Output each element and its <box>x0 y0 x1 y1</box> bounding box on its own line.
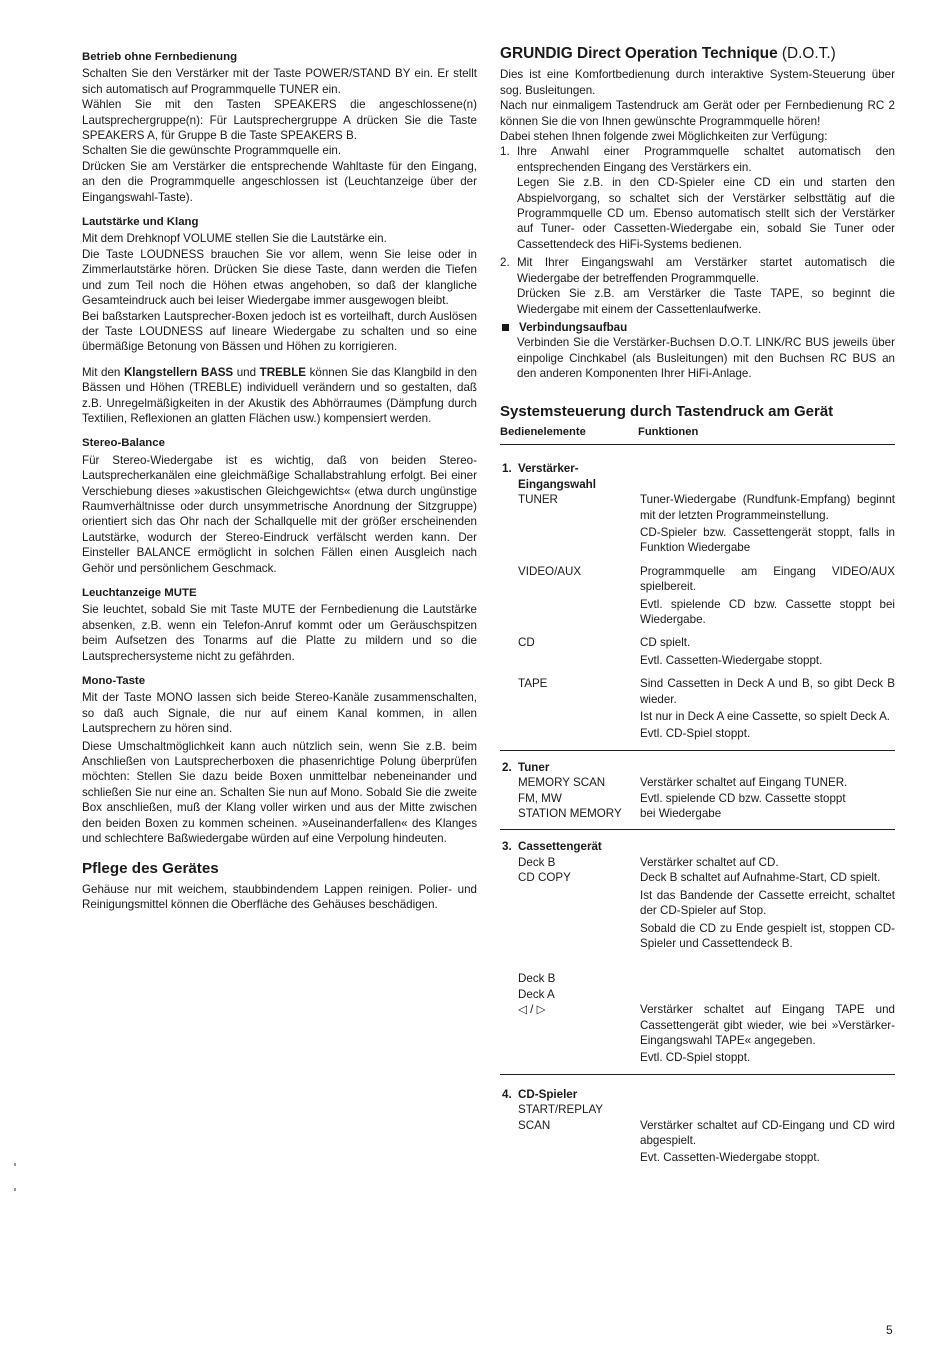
list-item-number: 1. <box>500 145 510 159</box>
function-line: Tuner-Wiedergabe (Rundfunk-Empfang) beginnt mit der letzten Programmeinstellung. <box>640 493 895 522</box>
function-line: Evt. Cassetten-Wiedergabe stoppt. <box>640 1151 820 1165</box>
section-betrieb <box>82 50 477 205</box>
betrieb-paragraph-2: Wählen Sie mit den Tasten SPEAKERS die angeschlossene(n) Lautsprechergruppe(n): Für Lautsprechergruppe A drücken Sie die Taste SPEAKERS A, für Gruppe B die Taste SPEAKERS B. <box>82 98 477 143</box>
group-number: 1. <box>502 462 512 476</box>
mute-paragraph: Sie leuchtet, sobald Sie mit Taste MUTE der Fernbedienung die Lautstärke absenken, z.B. wenn ein Telefon-Anruf kommt oder um Geräuschspitzen beim Aufsetzen des Tonarms auf die Platte zu mildern und so die Lautsprechersysteme nicht zu gefährden. <box>82 603 477 663</box>
heading-betrieb: Betrieb ohne Fernbedienung <box>82 51 238 63</box>
list-item <box>500 255 895 317</box>
function-text <box>640 492 895 556</box>
function-line: Evtl. spielende CD bzw. Cassette stoppt bei Wiedergabe. <box>640 597 895 626</box>
table-row <box>500 791 895 806</box>
heading-pflege: Pflege des Gerätes <box>82 859 219 877</box>
group-title <box>500 461 895 476</box>
function-line: Evtl. CD-Spiel stoppt. <box>640 727 751 741</box>
control-label: MEMORY SCAN <box>518 776 606 790</box>
group-title-text: CD-Spieler <box>518 1087 578 1101</box>
section-klangsteller <box>82 365 477 427</box>
function-line: Deck B schaltet auf Aufnahme-Start, CD spielt. <box>640 871 881 885</box>
list-item-number: 2. <box>500 256 510 270</box>
table-group-cd <box>500 1075 895 1174</box>
control-label: CD <box>518 636 535 650</box>
function-text <box>640 1002 895 1066</box>
function-text <box>640 635 895 668</box>
list-item-text: Drücken Sie z.B. am Verstärker die Taste TAPE, so beginnt die Wiedergabe mit einem der Cassettenlaufwerke. <box>517 287 895 316</box>
control-label: VIDEO/AUX <box>518 564 582 578</box>
function-line: Ist das Bandende der Cassette erreicht, schaltet der CD-Spieler auf Stop. <box>640 888 895 918</box>
betrieb-paragraph-4: Drücken Sie am Verstärker die entsprechende Wahltaste für den Eingang, an den die Programmquelle angeschlossen ist (Leuchtanzeige über der Eingangswahl-Taste). <box>82 159 477 204</box>
function-text <box>640 676 895 742</box>
table-row <box>500 870 895 951</box>
function-text <box>640 564 895 628</box>
margin-mark <box>14 1163 16 1166</box>
list-item-text: Mit Ihrer Eingangswahl am Verstärker startet automatisch die Wiedergabe der betreffenden Programmquelle. <box>517 256 895 285</box>
function-text: Verstärker schaltet auf CD. <box>640 855 779 869</box>
table-row <box>500 1002 895 1066</box>
lautstaerke-paragraph-1: Mit dem Drehknopf VOLUME stellen Sie die Lautstärke ein. <box>82 232 387 246</box>
table-group-tuner <box>500 751 895 831</box>
table-row <box>500 806 895 821</box>
table-row <box>500 676 895 742</box>
heading-dot-bold: GRUNDIG Direct Operation Technique <box>500 45 778 62</box>
section-balance <box>82 436 477 576</box>
function-text: Verstärker schaltet auf Eingang TUNER. <box>640 776 848 790</box>
heading-mute: Leuchtanzeige MUTE <box>82 587 197 599</box>
control-label: SCAN <box>518 1118 551 1132</box>
table-row <box>500 1102 895 1117</box>
heading-verbindung <box>500 320 895 335</box>
dot-list <box>500 144 895 316</box>
column-header-bedienelemente: Bedienelemente <box>500 425 586 438</box>
function-line: Verstärker schaltet auf CD-Eingang und CD wird abgespielt. <box>640 1118 895 1147</box>
heading-systemsteuerung: Systemsteuerung durch Tastendruck am Gerät <box>500 402 834 420</box>
mono-paragraph-2: Diese Umschaltmöglichkeit kann auch nützlich sein, wenn Sie z.B. beim Anschließen von Lautsprecherboxen die phasenrichtige Polung überprüfen möchten: Stellen Sie dazu beide Boxen unmittelbar nebeneinander und schließen Sie nur eine an. Schalten Sie nun auf Mono. Sobald Sie die zweite Box anschließen, muß der Klang voller wirken und aus der Mitte zwischen den beiden Boxen zu kommen scheinen. »Auseinanderfallen« des Klanges und schlechtere Baßwiedergabe würden auf eine Verpolung hindeuten. <box>82 739 477 846</box>
function-text: Evtl. spielende CD bzw. Cassette stoppt <box>640 791 846 805</box>
control-label: START/REPLAY <box>518 1103 604 1117</box>
function-text <box>640 870 895 951</box>
heading-dot-abbrev: (D.O.T.) <box>777 45 836 62</box>
control-label: Deck B <box>518 855 556 869</box>
prev-next-arrows-icon: ◁ / ▷ <box>518 1003 546 1017</box>
section-pflege <box>82 861 477 913</box>
group-title-text: Eingangswahl <box>518 477 596 491</box>
section-lautstaerke <box>82 215 477 355</box>
list-item-text: Ihre Anwahl einer Programmquelle schaltet automatisch den entsprechenden Eingang des Verstärkers ein. <box>517 145 895 174</box>
table-header <box>500 425 895 445</box>
function-line: Evtl. CD-Spiel stoppt. <box>640 1051 751 1065</box>
table-row <box>500 1118 895 1166</box>
klang-bold-treble: TREBLE <box>259 365 307 379</box>
dot-paragraph-3: Dabei stehen Ihnen folgende zwei Möglichkeiten zur Verfügung: <box>500 130 828 144</box>
function-line: CD spielt. <box>640 636 691 650</box>
table-row <box>500 492 895 556</box>
control-label: TAPE <box>518 677 548 691</box>
table-row <box>500 564 895 628</box>
klang-bold-bass: Klangstellern BASS <box>123 365 234 379</box>
control-label: FM, MW <box>518 791 562 805</box>
group-title <box>500 760 895 775</box>
dot-paragraph-1: Dies ist eine Komfortbedienung durch interaktive System-Steuerung über sog. Busleitungen. <box>500 68 895 97</box>
function-line: Sobald die CD zu Ende gespielt ist, stoppen CD-Spieler und Cassettendeck B. <box>640 921 895 950</box>
page-number: 5 <box>886 1323 893 1337</box>
heading-verbindung-text: Verbindungsaufbau <box>519 320 628 334</box>
function-line: Ist nur in Deck A eine Cassette, so spielt Deck A. <box>640 710 891 724</box>
function-line: CD-Spieler bzw. Cassettengerät stoppt, falls in Funktion Wiedergabe <box>640 525 895 555</box>
function-line: Sind Cassetten in Deck A und B, so gibt Deck B wieder. <box>640 677 895 706</box>
function-line: Programmquelle am Eingang VIDEO/AUX spielbereit. <box>640 564 895 594</box>
control-label: CD COPY <box>518 871 571 885</box>
control-label: TUNER <box>518 493 558 507</box>
group-title <box>500 1087 895 1102</box>
betrieb-paragraph-1: Schalten Sie den Verstärker mit der Taste POWER/STAND BY ein. Er stellt sich automatisch auf Programmquelle TUNER ein. <box>82 67 477 96</box>
group-number: 2. <box>502 760 512 774</box>
function-text: bei Wiedergabe <box>640 807 722 821</box>
klang-text-3: können Sie das Klangbild in den Bässen und Höhen (TREBLE) individuell verändern und so gestalten, daß z.B. Unregelmäßigkeiten in der Akustik des Abhörraumes (Dämpfung durch Textilien, Reflexionen an glatten Flächen usw.) kompensiert werden. <box>82 365 477 425</box>
verbindung-paragraph: Verbinden Sie die Verstärker-Buchsen D.O.T. LINK/RC BUS jeweils über einpolige Cinchkabel (als Busleitungen) mit den Buchsen RC BUS an den anderen Komponenten Ihrer HiFi-Anlage. <box>517 336 895 381</box>
pflege-paragraph: Gehäuse nur mit weichem, staubbindendem Lappen reinigen. Polier- und Reinigungsmittel können die Oberfläche des Gehäuses beschädigen. <box>82 882 477 912</box>
table-row <box>500 635 895 668</box>
heading-lautstaerke: Lautstärke und Klang <box>82 216 199 229</box>
function-line: Verstärker schaltet auf Eingang TAPE und Cassettengerät gibt wieder, wie bei »Verstärker-Eingangswahl TAPE« angegeben. <box>640 1003 895 1047</box>
function-text <box>640 1118 895 1166</box>
group-title-text: Verstärker- <box>518 462 579 476</box>
group-number: 4. <box>502 1087 512 1101</box>
margin-mark <box>14 1188 16 1191</box>
function-line: Evtl. Cassetten-Wiedergabe stoppt. <box>640 653 823 667</box>
group-title-text: Cassettengerät <box>518 840 602 854</box>
group-title <box>500 839 895 854</box>
lautstaerke-paragraph-3: Bei baßstarken Lautsprecher-Boxen jedoch ist es vorteilhaft, durch Auslösen der Taste LOUDNESS auf lineare Wiedergabe zu schalten und so eine übermäßige Betonung von Bässen und Höhen zu korrigieren. <box>82 309 477 354</box>
heading-dot <box>500 46 895 61</box>
table-group-verstaerker <box>500 445 895 751</box>
left-column <box>82 50 477 923</box>
table-row <box>500 987 895 1002</box>
control-label: STATION MEMORY <box>518 807 622 821</box>
control-label: Deck A <box>518 987 555 1001</box>
table-row <box>500 775 895 790</box>
column-header-funktionen: Funktionen <box>638 425 699 438</box>
table-group-cassette <box>500 830 895 1074</box>
section-mute <box>82 586 477 664</box>
klangsteller-paragraph <box>82 365 477 427</box>
klang-text-1: Mit den <box>82 365 124 379</box>
klang-text-2: und <box>233 365 260 379</box>
dot-paragraph-2: Nach nur einmaligem Tastendruck am Gerät oder per Fernbedienung RC 2 können Sie die von Ihnen gewünschte Programmquelle hören! <box>500 99 895 128</box>
group-title <box>500 477 895 492</box>
table-row <box>500 971 895 986</box>
section-mono <box>82 674 477 846</box>
lautstaerke-paragraph-2: Die Taste LOUDNESS brauchen Sie vor allem, wenn Sie leise oder in Zimmerlautstärke hören. Drücken Sie diese Taste, dann werden die Tiefen und zum Teil noch die Höhen etwas angehoben, so daß der klangliche Gesamteindruck auch bei leiser Wiedergabe immer ausgewogen bleibt. <box>82 247 477 308</box>
group-number: 3. <box>502 840 512 854</box>
betrieb-paragraph-3: Schalten Sie die gewünschte Programmquelle ein. <box>82 144 342 158</box>
right-column <box>500 46 895 1174</box>
control-label: Deck B <box>518 972 556 986</box>
balance-paragraph: Für Stereo-Wiedergabe ist es wichtig, daß von beiden Stereo-Lautsprecherkanälen eine gleichmäßige Schallabstrahlung erfolgt. Bei einer Verschiebung dieses »akustischen Gleichgewichts« (etwa durch ungünstige Raumverhältnisse oder durch unsymmetrische Anordnung der Sitzgruppe) orientiert sich das Ohr nach der Schallquelle mit der größer erscheinenden Lautstärke, wodurch der Stereo-Eindruck verfälscht werden kann. Der Einsteller BALANCE ermöglicht in solchen Fällen einen Ausgleich nach Gehör und persönlichem Geschmack. <box>82 453 477 575</box>
list-item <box>500 144 895 252</box>
heading-balance: Stereo-Balance <box>82 437 165 450</box>
square-bullet-icon <box>502 324 509 331</box>
heading-mono: Mono-Taste <box>82 675 146 688</box>
list-item-text: Legen Sie z.B. in den CD-Spieler eine CD ein und starten den Abspielvorgang, so schaltet sich der Verstärker selbsttätig auf die Programmquelle CD um. Ebenso automatisch stellt sich der Verstärker auf Tuner- oder Cassetten-Wiedergabe ein, sobald Sie Tuner oder Cassettendeck des HiFi-Systems bedienen. <box>517 176 895 251</box>
group-title-text: Tuner <box>518 760 550 774</box>
mono-paragraph-1: Mit der Taste MONO lassen sich beide Stereo-Kanäle zusammenschalten, so daß auch Signale, die nur auf einem Kanal kommen, in allen Lautsprechern zu hören sind. <box>82 691 477 736</box>
table-row <box>500 855 895 870</box>
